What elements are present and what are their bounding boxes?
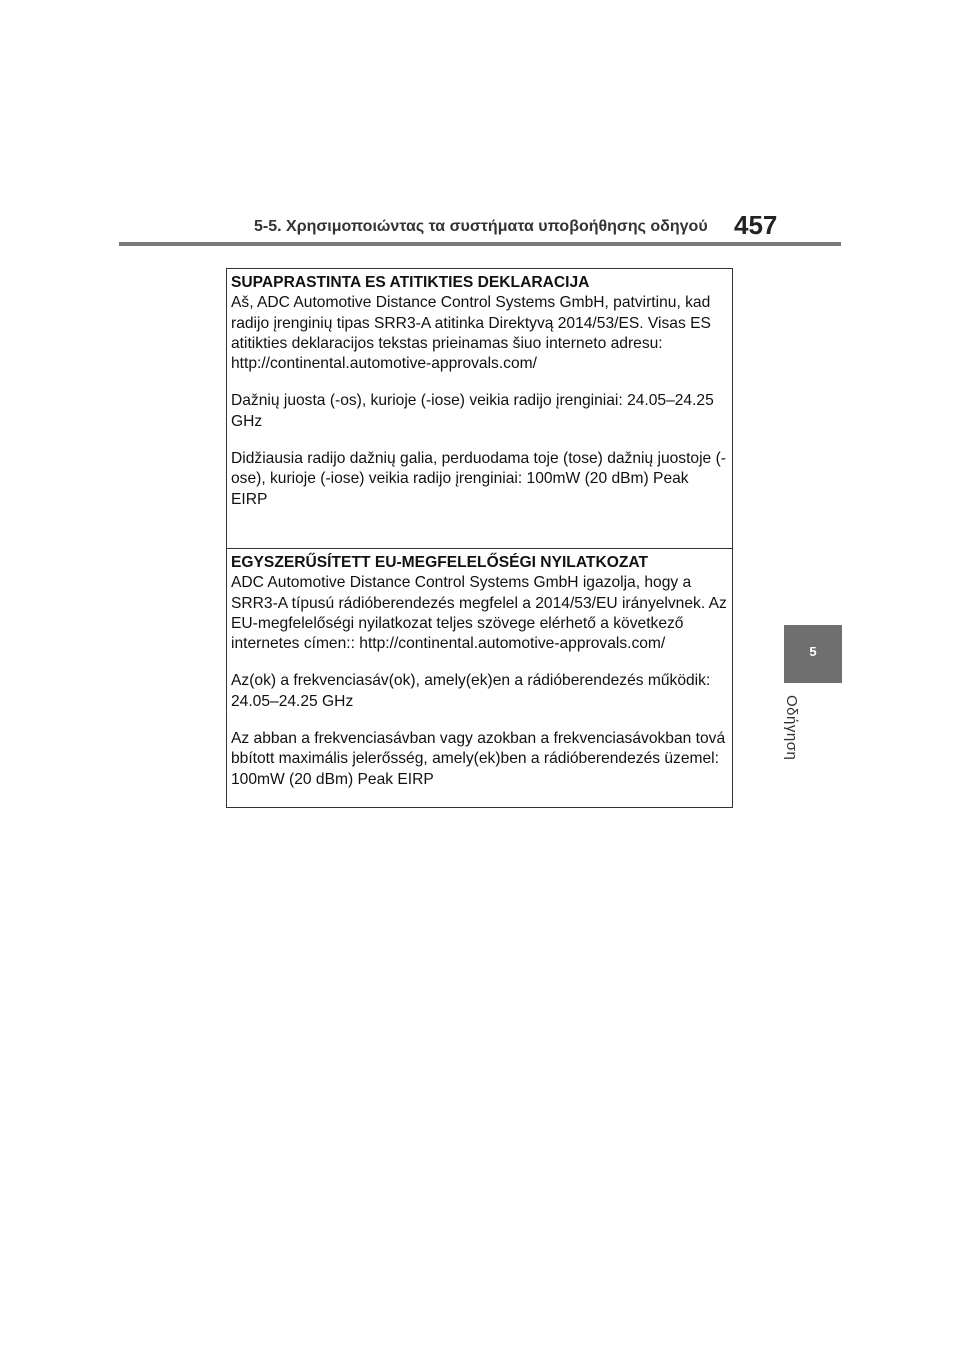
declaration-hungarian bbox=[227, 549, 732, 807]
declaration-paragraph: Didžiausia radijo dažnių galia, perduodama toje (tose) dažnių juostoje (-ose), kurioje (-iose) veikia radijo įrenginiai: 100mW (20 dBm) Peak EIRP bbox=[231, 450, 726, 508]
section-title: 5-5. Χρησιμοποιώντας τα συστήματα υποβοήθησης οδηγού bbox=[254, 218, 708, 235]
declaration-title: SUPAPRASTINTA ES ATITIKTIES DEKLARACIJA bbox=[231, 274, 590, 291]
header-divider bbox=[119, 242, 841, 246]
chapter-number: 5 bbox=[809, 644, 817, 659]
chapter-label: Οδήγηση bbox=[783, 695, 800, 761]
declaration-title: EGYSZERŰSÍTETT EU-MEGFELELŐSÉGI NYILATKOZAT bbox=[231, 554, 648, 571]
declaration-paragraph: Az abban a frekvenciasávban vagy azokban a frekvenciasávokban tová bbított maximális jelerősség, amely(ek)ben a rádióberendezés üzemel: 100mW (20 dBm) Peak EIRP bbox=[231, 730, 726, 788]
declaration-paragraph: Aš, ADC Automotive Distance Control Systems GmbH, patvirtinu, kad radijo įrenginių tipas SRR3-A atitinka Direktyvą 2014/53/ES. Visas ES atitikties deklaracijos tekstas prieinamas šiuo interneto adresu: http://continental.automotive-approvals.com/ bbox=[231, 294, 711, 373]
declaration-lithuanian bbox=[227, 269, 732, 549]
page-number: 457 bbox=[734, 210, 778, 240]
declaration-paragraph: Dažnių juosta (-os), kurioje (-iose) veikia radijo įrenginiai: 24.05–24.25 GHz bbox=[231, 392, 714, 430]
declaration-paragraph: Az(ok) a frekvenciasáv(ok), amely(ek)en a rádióberendezés működik: 24.05–24.25 GHz bbox=[231, 672, 711, 710]
chapter-tab bbox=[784, 625, 842, 683]
declaration-paragraph: ADC Automotive Distance Control Systems GmbH igazolja, hogy a SRR3-A típusú rádióberendezés megfelel a 2014/53/EU irányelvnek. Az EU-megfelelőségi nyilatkozat teljes szövege elérhető a következő internetes címen:: http://continental.automotive-approvals.com/ bbox=[231, 574, 727, 653]
declaration-table bbox=[226, 268, 733, 808]
